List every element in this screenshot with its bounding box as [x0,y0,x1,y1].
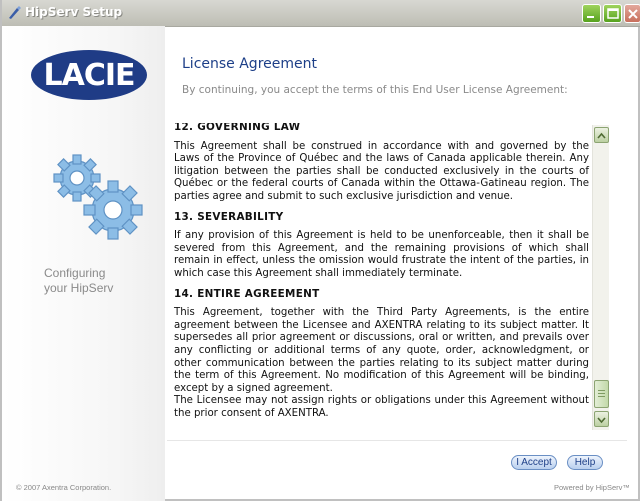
section-heading: 13. SEVERABILITY [174,210,284,223]
close-button[interactable] [624,4,640,23]
license-text-area[interactable] [167,123,592,433]
scroll-up-button[interactable] [594,127,609,143]
configuring-line-2: your HipServ [44,281,114,295]
scroll-up-arrow-icon [595,129,608,143]
svg-text:LACIE: LACIE [43,58,135,93]
section-paragraph: If any provision of this Agreement is held to be unenforceable, then it shall be severed from this Agreement, and the remaining provisions of which shall remain in effect, unless the omission would frustrate the intent of the parties, in which case this Agreement shall immediately terminate. [174,230,589,279]
vertical-scrollbar[interactable] [592,125,609,430]
minimize-icon [583,5,602,24]
accept-button[interactable]: I Accept [511,455,557,470]
configuring-line-1: Configuring [44,266,106,280]
help-button[interactable]: Help [567,455,603,470]
minimize-button[interactable] [582,4,601,23]
window-title: HipServ Setup [25,5,123,19]
license-document [174,123,589,427]
title-bar[interactable] [2,0,640,27]
footer-divider [167,440,627,441]
powered-by-text: Powered by HipServ™ [554,483,630,492]
section-paragraph: This Agreement shall be construed in accordance with and governed by the Laws of the Province of Québec and the laws of Canada applicable therein. Any litigation between the parties shall be conducted exclusively in the courts of Québec or the federal courts of Canada within the Ottawa-Gatineau region. The parties agree and submit to such exclusive jurisdiction and venue. [174,140,589,202]
gears-icon [50,150,150,245]
lacie-logo [30,49,148,101]
maximize-icon [604,5,623,24]
section-paragraph: This Agreement, together with the Third Party Agreements, is the entire agreement between the Licensee and AXENTRA relating to its subject matter. It supersedes all prior agreement or discussions, oral or written, and prevails over any conflicting or additional terms of any quote, order, acknowledgment, or other communication between the parties relating to its subject matter during the term of this Agreement. No modification of this Agreement will be binding, except by a signed agreement. [174,307,589,394]
section-paragraph: The Licensee may not assign rights or obligations under this Agreement without the prior consent of AXENTRA. [174,395,589,419]
section-heading: 12. GOVERNING LAW [174,123,301,133]
scroll-down-arrow-icon [595,413,608,427]
scrollbar-thumb[interactable] [594,380,609,408]
scroll-down-button[interactable] [594,411,609,427]
hipserv-app-icon [6,5,22,21]
section-heading: 14. ENTIRE AGREEMENT [174,287,320,300]
maximize-button[interactable] [603,4,622,23]
page-subtitle: By continuing, you accept the terms of this End User License Agreement: [182,84,568,96]
copyright-text: © 2007 Axentra Corporation. [16,483,112,492]
page-title: License Agreement [182,56,317,72]
close-icon [625,5,640,24]
configuring-text [44,266,113,296]
